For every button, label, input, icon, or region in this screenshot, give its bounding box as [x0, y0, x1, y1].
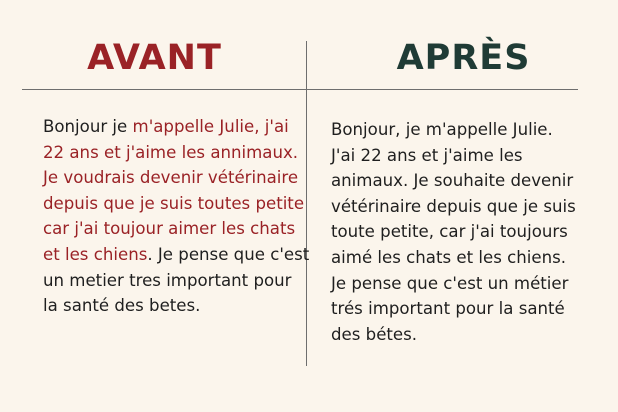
avant-heading: AVANT [87, 38, 222, 78]
error-highlight: Je voudrais devenir vétérinaire [43, 168, 299, 188]
apres-line: des bétes. [331, 324, 418, 344]
apres-line: toute petite, car j'ai toujours [331, 222, 568, 242]
text-segment: la santé des betes. [43, 296, 201, 316]
error-highlight: m'appelle Julie, j'ai [132, 117, 289, 136]
apres-line: aimé les chats et les chiens. [331, 247, 567, 267]
text-segment: Bonjour je [43, 117, 133, 136]
avant-paragraph [43, 114, 310, 319]
apres-line: animaux. Je souhaite devenir [331, 171, 574, 191]
avant-line [43, 114, 301, 140]
avant-line [43, 268, 301, 294]
apres-paragraph [331, 117, 595, 347]
error-highlight: 22 ans et j'aime les annimaux. [43, 142, 299, 162]
apres-heading: APRÈS [396, 38, 531, 78]
avant-line [43, 191, 305, 217]
apres-line: J'ai 22 ans et j'aime les [331, 145, 523, 165]
avant-line [43, 242, 310, 268]
apres-line: trés important pour la santé [331, 299, 565, 319]
avant-line [43, 293, 301, 319]
avant-line [43, 216, 301, 242]
error-highlight: depuis que je suis toutes petite [43, 193, 305, 213]
apres-line: Bonjour, je m'appelle Julie. [331, 120, 553, 139]
error-highlight: car j'ai toujour aimer les chats [43, 219, 296, 239]
apres-line: Je pense que c'est un métier [331, 273, 569, 293]
error-highlight: et les chiens [43, 244, 148, 264]
horizontal-divider [22, 89, 578, 90]
text-segment: un metier tres important pour [43, 270, 292, 290]
apres-line: vétérinaire depuis que je suis [331, 196, 576, 216]
avant-line [43, 165, 301, 191]
text-segment: . Je pense que c'est [147, 244, 310, 264]
avant-line [43, 140, 301, 166]
vertical-divider [306, 41, 307, 366]
